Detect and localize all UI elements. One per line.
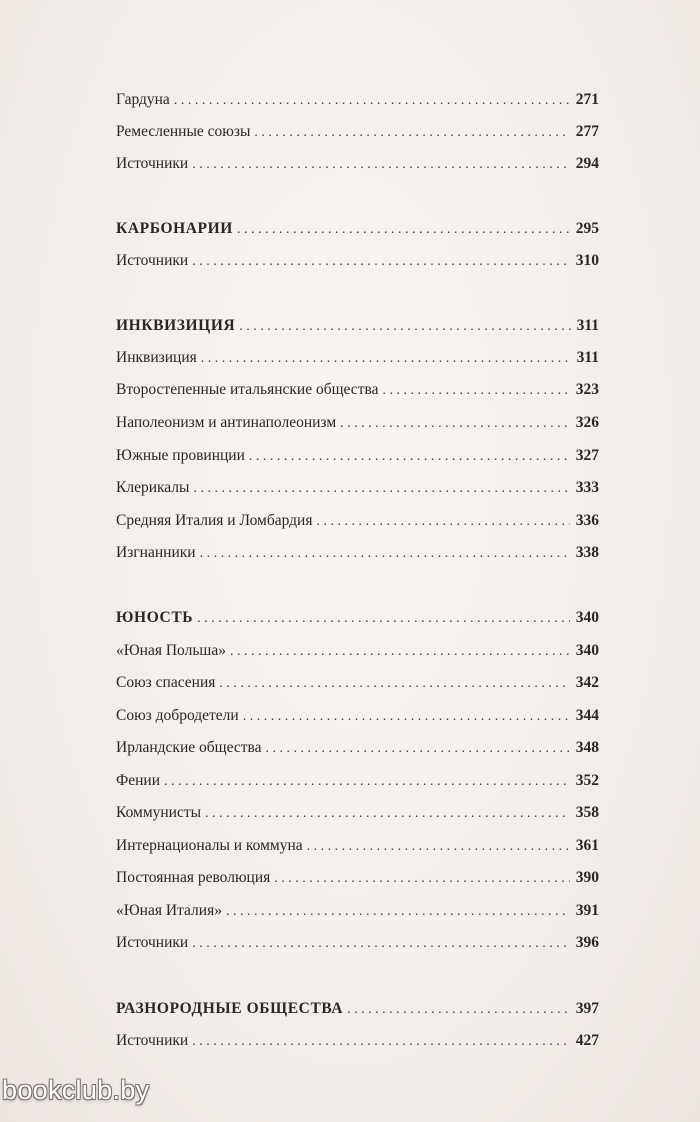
dot-leader	[239, 315, 570, 339]
dot-leader	[197, 607, 570, 631]
toc-entry-exiles	[116, 541, 599, 565]
toc-entry-page: 327	[575, 447, 599, 464]
toc-entry-title: Источники	[116, 934, 189, 951]
site-watermark: bookclub.by	[2, 1075, 150, 1105]
toc-entry-permanent-revolution	[116, 866, 599, 890]
toc-section-various-societies	[116, 997, 599, 1021]
toc-entry-sources-4	[116, 1029, 599, 1053]
dot-leader	[243, 705, 570, 729]
toc-entry-page: 271	[575, 91, 599, 108]
dot-leader	[382, 379, 569, 403]
toc-entry-page: 340	[575, 609, 599, 626]
dot-leader	[192, 250, 570, 274]
toc-entry-page: 390	[575, 869, 599, 886]
dot-leader	[237, 218, 570, 242]
toc-entry-sources-2	[116, 249, 599, 273]
toc-entry-title: Ирландские общества	[116, 739, 262, 756]
toc-entry-young-poland	[116, 639, 599, 663]
toc-entry-page: 311	[576, 349, 599, 366]
toc-entry-title: Союз добродетели	[116, 707, 239, 724]
toc-entry-page: 311	[576, 317, 599, 334]
toc-entry-young-italy	[116, 899, 599, 923]
toc-entry-title: Средняя Италия и Ломбардия	[116, 512, 313, 529]
toc-entry-union-of-virtue	[116, 704, 599, 728]
toc-entry-sources-1	[116, 152, 599, 176]
dot-leader	[340, 412, 570, 436]
toc-entry-page: 310	[575, 252, 599, 269]
dot-leader	[192, 932, 570, 956]
toc-entry-page: 342	[575, 674, 599, 691]
toc-entry-communists	[116, 801, 599, 825]
toc-entry-page: 352	[575, 772, 599, 789]
dot-leader	[219, 672, 569, 696]
toc-entry-secondary-italian-societies	[116, 378, 599, 402]
dot-leader	[192, 1030, 570, 1054]
toc-entry-central-italy	[116, 509, 599, 533]
toc-entry-title: Источники	[116, 252, 189, 269]
toc-entry-southern-provinces	[116, 444, 599, 468]
dot-leader	[200, 542, 570, 566]
dot-leader	[201, 347, 571, 371]
toc-entry-title: Гардуна	[116, 91, 170, 108]
dot-leader	[205, 802, 570, 826]
toc-entry-title: Наполеонизм и антинаполеонизм	[116, 414, 337, 431]
toc-entry-title: Интернационалы и коммуна	[116, 837, 303, 854]
toc-entry-page: 277	[575, 123, 599, 140]
toc-entry-title: Изгнанники	[116, 544, 196, 561]
toc-entry-page: 397	[575, 1000, 599, 1017]
dot-leader	[226, 900, 570, 924]
toc-entry-title: Фении	[116, 772, 161, 789]
dot-leader	[164, 770, 570, 794]
dot-leader	[307, 835, 570, 859]
toc-entry-sources-3	[116, 931, 599, 955]
toc-entry-clericals	[116, 476, 599, 500]
toc-section-youth	[116, 606, 599, 630]
toc-section-title: РАЗНОРОДНЫЕ ОБЩЕСТВА	[116, 1000, 344, 1017]
dot-leader	[192, 153, 570, 177]
toc-entry-page: 333	[575, 479, 599, 496]
toc-section-title: КАРБОНАРИИ	[116, 220, 233, 237]
toc-entry-page: 361	[575, 837, 599, 854]
toc-entry-page: 348	[575, 739, 599, 756]
toc-entry-title: Источники	[116, 155, 189, 172]
toc-section-title: ЮНОСТЬ	[116, 609, 194, 626]
toc-entry-page: 336	[575, 512, 599, 529]
dot-leader	[316, 510, 569, 534]
toc-entry-page: 326	[575, 414, 599, 431]
dot-leader	[347, 998, 570, 1022]
toc-section-title: ИНКВИЗИЦИЯ	[116, 317, 236, 334]
toc-entry-title: «Юная Италия»	[116, 902, 222, 919]
toc-entry-page: 396	[575, 934, 599, 951]
toc-entry-title: Источники	[116, 1032, 189, 1049]
toc-entry-title: Инквизиция	[116, 349, 197, 366]
toc-entry-title: Клерикалы	[116, 479, 190, 496]
toc-entry-page: 358	[575, 804, 599, 821]
dot-leader	[265, 737, 569, 761]
toc-entry-page: 323	[575, 381, 599, 398]
toc-entry-internationals	[116, 834, 599, 858]
dot-leader	[274, 867, 569, 891]
toc-entry-page: 295	[575, 220, 599, 237]
toc-entry-title: «Юная Польша»	[116, 642, 226, 659]
dot-leader	[193, 477, 569, 501]
toc-entry-garduna	[116, 88, 599, 112]
toc-entry-union-of-salvation	[116, 671, 599, 695]
toc-entry-page: 344	[575, 707, 599, 724]
toc-entry-page: 294	[575, 155, 599, 172]
dot-leader	[249, 445, 570, 469]
toc-entry-page: 391	[575, 902, 599, 919]
toc-entry-title: Постоянная революция	[116, 869, 271, 886]
toc-entry-title: Южные провинции	[116, 447, 245, 464]
toc-entry-title: Коммунисты	[116, 804, 202, 821]
dot-leader	[254, 121, 569, 145]
toc-entry-fenians	[116, 769, 599, 793]
toc-entry-title: Второстепенные итальянские общества	[116, 381, 379, 398]
toc-section-inquisition	[116, 314, 599, 338]
dot-leader	[230, 640, 570, 664]
toc-entry-inquisition	[116, 346, 599, 370]
toc-entry-page: 338	[575, 544, 599, 561]
toc-entry-title: Союз спасения	[116, 674, 216, 691]
dot-leader	[174, 89, 570, 113]
toc-section-carbonari	[116, 217, 599, 241]
toc-entry-page: 427	[575, 1032, 599, 1049]
toc-entry-title: Ремесленные союзы	[116, 123, 251, 140]
toc-entry-irish-societies	[116, 736, 599, 760]
toc-entry-napoleonism	[116, 411, 599, 435]
toc-entry-craft-unions	[116, 120, 599, 144]
toc-entry-page: 340	[575, 642, 599, 659]
